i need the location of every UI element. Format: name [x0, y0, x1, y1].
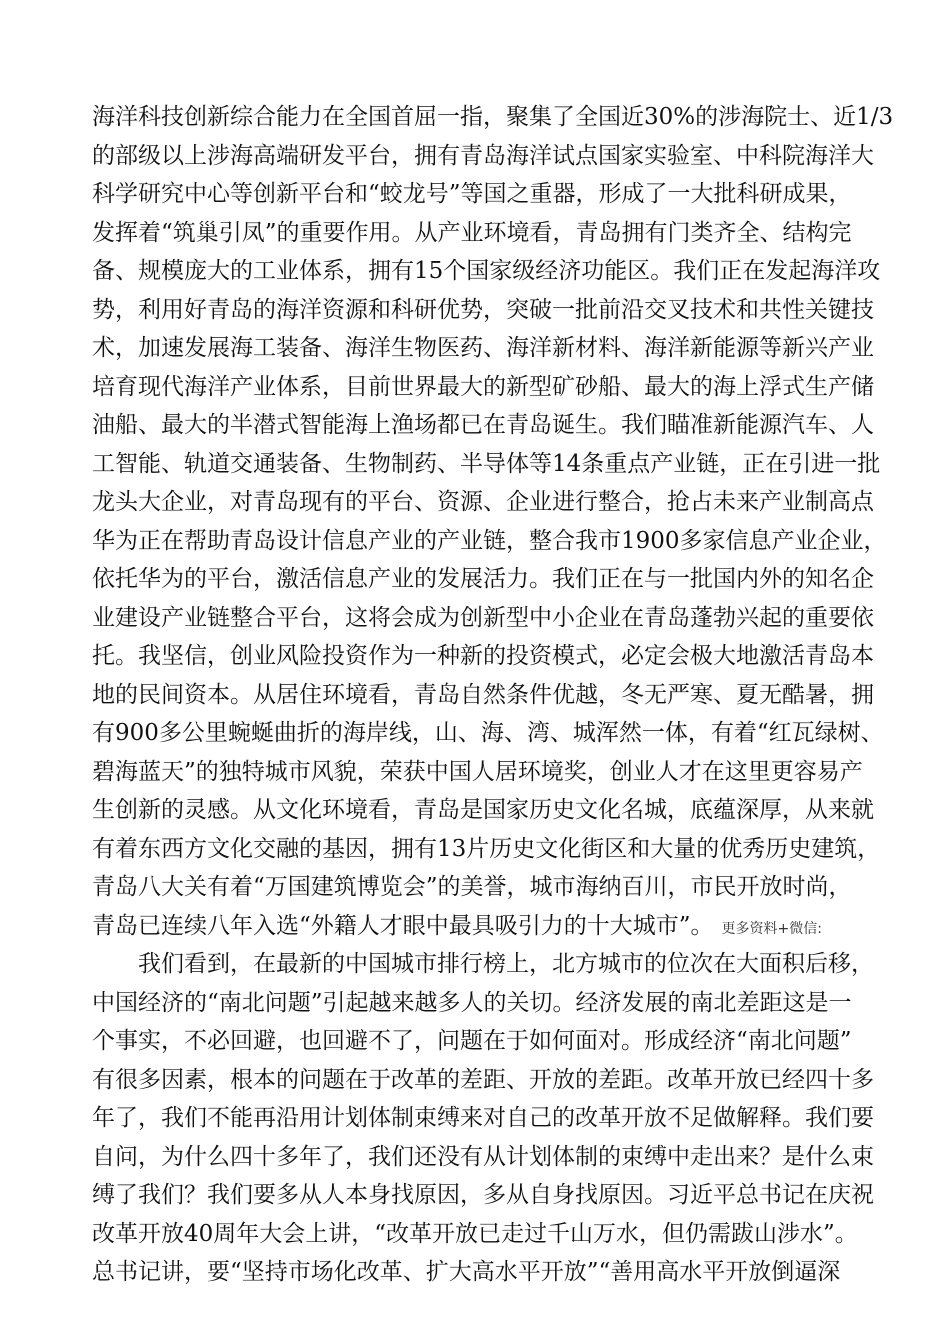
text-line: 术，加速发展海工装备、海洋生物医药、海洋新材料、海洋新能源等新兴产业 — [92, 335, 874, 361]
text-line: 自问，为什么四十多年了，我们还没有从计划体制的束缚中走出来？是什么束 — [92, 1143, 874, 1170]
text-line: 业建设产业链整合平台，这将会成为创新型中小企业在青岛蓬勃兴起的重要依 — [92, 604, 874, 631]
text-line: 总书记讲，要“坚持市场化改革、扩大高水平开放”“善用高水平开放倒逼深 — [92, 1259, 841, 1285]
text-line: 有900多公里蜿蜒曲折的海岸线，山、海、湾、城浑然一体，有着“红瓦绿树、 — [92, 720, 884, 746]
text-line: 科学研究中心等创新平台和“蛟龙号”等国之重器，形成了一大批科研成果， — [92, 181, 852, 207]
text-line: 地的民间资本。从居住环境看，青岛自然条件优越，冬无严寒、夏无酷暑，拥 — [92, 681, 874, 708]
text-line: 个事实，不必回避，也回避不了，问题在于如何面对。形成经济“南北问题” — [92, 1028, 852, 1054]
text-line: 青岛八大关有着“万国建筑博览会”的美誉，城市海纳百川，市民开放时尚， — [92, 874, 852, 900]
text-line: 工智能、轨道交通装备、生物制药、半导体等14条重点产业链，正在引进一批 — [92, 450, 881, 477]
text-line: 碧海蓝天”的独特城市风貌，荣获中国人居环境奖，创业人才在这里更容易产 — [92, 758, 863, 785]
text-line: 我们看到，在最新的中国城市排行榜上，北方城市的位次在大面积后移， — [138, 951, 874, 977]
text-line: 势，利用好青岛的海洋资源和科研优势，突破一批前沿交叉技术和共性关键技 — [92, 296, 874, 323]
body-text — [92, 98, 892, 1292]
text-line: 生创新的灵感。从文化环境看，青岛是国家历史文化名城，底蕴深厚，从来就 — [92, 797, 874, 823]
text-line: 缚了我们？我们要多从人本身找原因，多从自身找原因。习近平总书记在庆祝 — [92, 1182, 874, 1208]
paragraph-2 — [92, 945, 892, 1292]
text-line: 培育现代海洋产业体系，目前世界最大的新型矿砂船、最大的海上浮式生产储 — [92, 373, 874, 400]
text-line: 托。我坚信，创业风险投资作为一种新的投资模式，必定会极大地激活青岛本 — [92, 643, 874, 669]
text-line: 年了，我们不能再沿用计划体制束缚来对自己的改革开放不足做解释。我们要 — [92, 1105, 874, 1131]
last-line-text: 青岛已连续八年入选“外籍人才眼中最具吸引力的十大城市”。 — [92, 912, 714, 939]
text-line: 改革开放40周年大会上讲，“改革开放已走过千山万水，但仍需跋山涉水”。 — [92, 1220, 858, 1247]
text-line: 的部级以上涉海高端研发平台，拥有青岛海洋试点国家实验室、中科院海洋大 — [92, 142, 874, 169]
footnote-text: 更多资料+微信: — [721, 920, 822, 937]
text-line: 有着东西方文化交融的基因，拥有13片历史文化街区和大量的优秀历史建筑， — [92, 835, 881, 862]
text-line: 油船、最大的半潜式智能海上渔场都已在青岛诞生。我们瞄准新能源汽车、人 — [92, 412, 874, 438]
text-line: 华为正在帮助青岛设计信息产业的产业链，整合我市1900多家信息产业企业， — [92, 527, 887, 554]
text-line: 备、规模庞大的工业体系，拥有15个国家级经济功能区。我们正在发起海洋攻 — [92, 258, 881, 284]
text-line: 中国经济的“南北问题”引起越来越多人的关切。经济发展的南北差距这是一 — [92, 989, 852, 1016]
text-line: 依托华为的平台，激活信息产业的发展活力。我们正在与一批国内外的知名企 — [92, 566, 874, 592]
text-line-last — [92, 907, 892, 946]
text-line: 龙头大企业，对青岛现有的平台、资源、企业进行整合，抢占未来产业制高点 — [92, 489, 874, 515]
text-line: 有很多因素，根本的问题在于改革的差距、开放的差距。改革开放已经四十多 — [92, 1066, 874, 1093]
paragraph-1 — [92, 98, 892, 945]
text-line: 海洋科技创新综合能力在全国首屈一指，聚集了全国近30%的涉海院士、近1/3 — [92, 104, 894, 130]
text-line: 发挥着“筑巢引凤”的重要作用。从产业环境看，青岛拥有门类齐全、结构完 — [92, 219, 852, 246]
